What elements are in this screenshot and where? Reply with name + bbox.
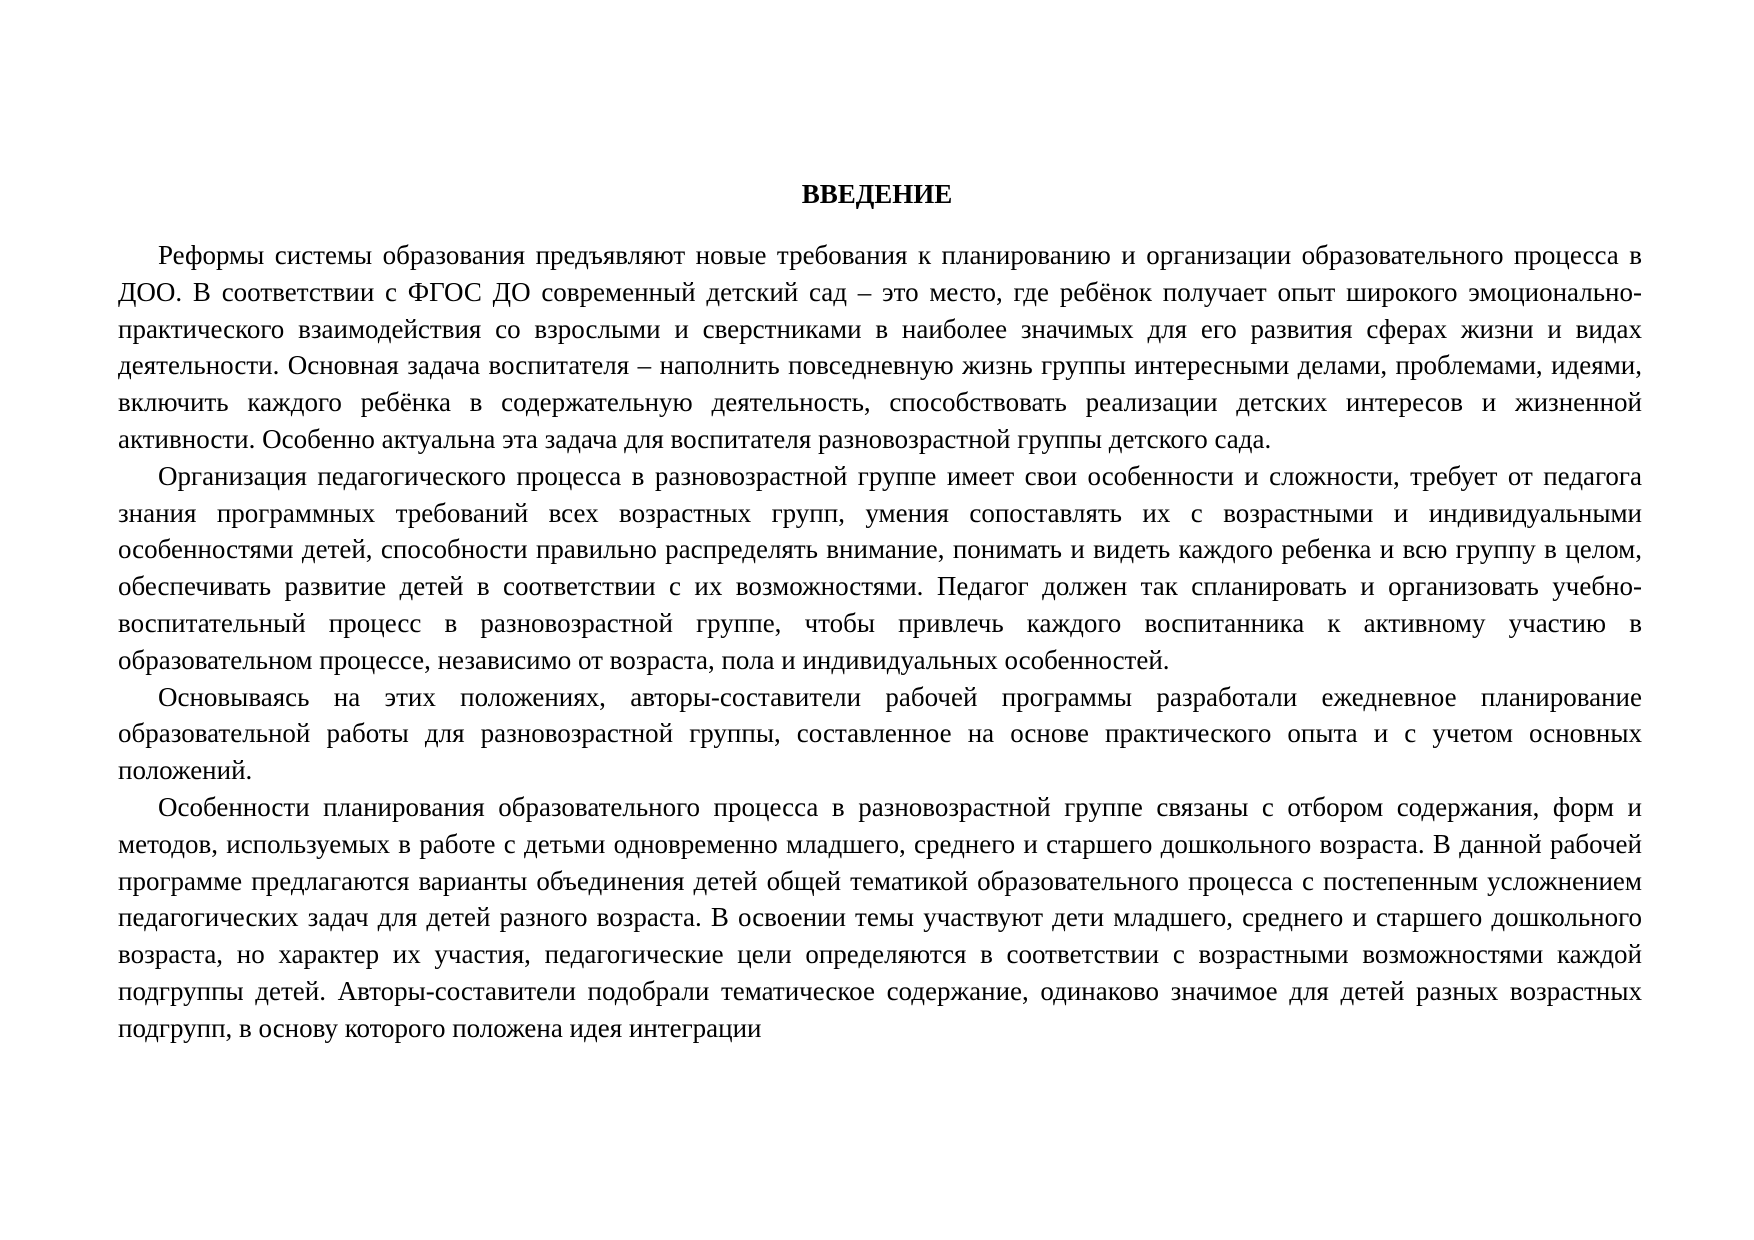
paragraph-2: Организация педагогического процесса в разновозрастной группе имеет свои особенности и сложности, требует от педагога знания программных требований всех возрастных групп, умения сопоставлять их с возрастными и индивидуальными особенностями детей, способности правильно распределять внимание, понимать и видеть каждого ребенка и всю группу в целом, обеспечивать развитие детей в соответствии с их возможностями. Педагог должен так спланировать и организовать учебно-воспитательный процесс в разновозрастной группе, чтобы привлечь каждого воспитанника к активному участию в образовательном процессе, независимо от возраста, пола и индивидуальных особенностей.: [118, 460, 1642, 675]
document-body: [118, 237, 1642, 1047]
paragraph-4: Особенности планирования образовательного процесса в разновозрастной группе связаны с отбором содержания, форм и методов, используемых в работе с детьми одновременно младшего, среднего и старшего дошкольного возраста. В данной рабочей программе предлагаются варианты объединения детей общей тематикой образовательного процесса с постепенным усложнением педагогических задач для детей разного возраста. В освоении темы участвуют дети младшего, среднего и старшего дошкольного возраста, но характер их участия, педагогические цели определяются в соответствии с возрастными возможностями каждой подгруппы детей. Авторы-составители подобрали тематическое содержание, одинаково значимое для детей разных возрастных подгрупп, в основу которого положена идея интеграции: [118, 791, 1642, 1043]
paragraph-3: Основываясь на этих положениях, авторы-составители рабочей программы разработали ежедневное планирование образовательной работы для разновозрастной группы, составленное на основе практического опыта и с учетом основных положений.: [118, 681, 1642, 786]
page-heading: ВВЕДЕНИЕ: [801, 179, 953, 209]
paragraph-1: Реформы системы образования предъявляют новые требования к планированию и организации образовательного процесса в ДОО. В соответствии с ФГОС ДО современный детский сад – это место, где ребёнок получает опыт широкого эмоционально-практического взаимодействия со взрослыми и сверстниками в наиболее значимых для его развития сферах жизни и видах деятельности. Основная задача воспитателя – наполнить повседневную жизнь группы интересными делами, проблемами, идеями, включить каждого ребёнка в содержательную деятельность, способствовать реализации детских интересов и жизненной активности. Особенно актуальна эта задача для воспитателя разновозрастной группы детского сада.: [118, 240, 1642, 454]
